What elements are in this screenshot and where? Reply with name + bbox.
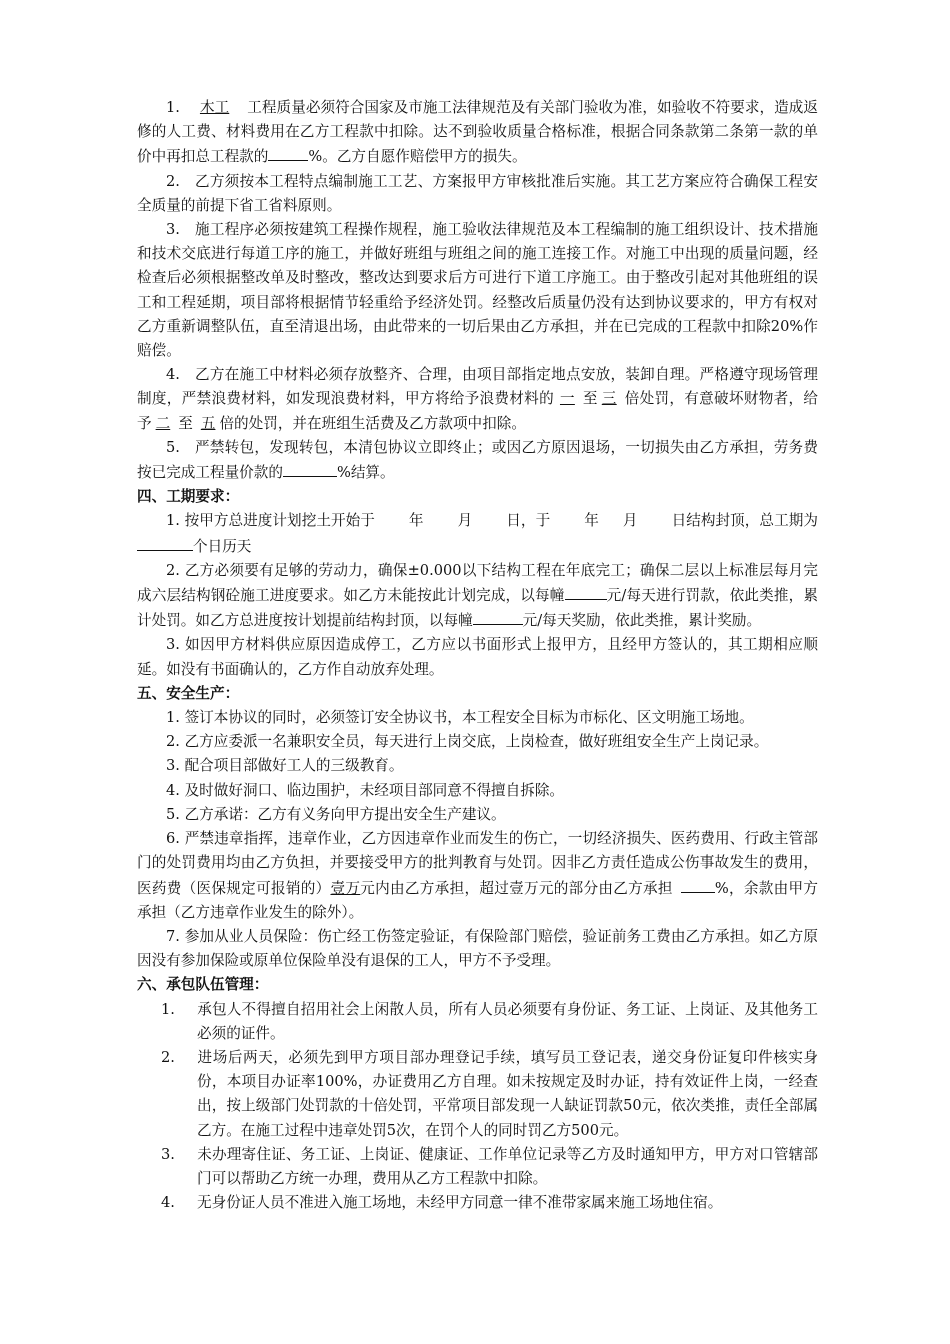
clause-5-6: 6. 严禁违章指挥，违章作业，乙方因违章作业而发生的伤亡，一切经济损失、医药费用、行政主管部门的处罚费用均由乙方负担，并要接受甲方的批判教育与处罚。因非乙方责任造成公伤事故发生的费用，医药费（医保规定可报销的）壹万元内由乙方承担，超过壹万元的部分由乙方承担 %，余款由甲方承担（乙方违章作业发生的除外）。 <box>137 830 818 921</box>
deduction-percent-blank <box>268 144 308 161</box>
clause-4-3: 3. 如因甲方材料供应原因造成停工，乙方应以书面形式上报甲方，且经甲方签认的，其工期相应顺延。如没有书面确认的，乙方作自动放弃处理。 <box>137 636 818 678</box>
clause-5-2: 2. 乙方应委派一名兼职安全员，每天进行上岗交底，上岗检查，做好班组安全生产上岗记录。 <box>166 733 769 751</box>
clause-6-3: 3. 未办理寄住证、务工证、上岗证、健康证、工作单位记录等乙方及时通知甲方，甲方对口管辖部门可以帮助乙方统一办理，费用从乙方工程款中扣除。 <box>161 1145 818 1187</box>
clause-5-7: 7. 参加从业人员保险：伤亡经工伤签定验证，有保险部门赔偿，验证前务工费由乙方承担。如乙方原因没有参加保险或原单位保险单没有退保的工人，甲方不予受理。 <box>137 927 818 970</box>
clause-4-2: 2. 乙方必须要有足够的劳动力，确保±0.000以下结构工程在年底完工；确保二层以上标准层每月完成六层结构钢砼施工进度要求。如乙方未能按此计划完成，以每幢 元/每天进行罚款，依此类推，累计处罚。如乙方总进度按计划提前结构封顶，以每幢 元/每天奖励，依此类推，累计奖励。 <box>137 561 818 630</box>
party-b-share-blank <box>681 876 715 893</box>
clause-5-1: 1. 签订本协议的同时，必须签订安全协议书，本工程安全目标为市标化、区文明施工场地。 <box>166 709 754 727</box>
section-heading-safety: 五、安全生产： <box>137 684 240 702</box>
section-heading-schedule: 四、工期要求： <box>137 488 240 506</box>
clause-3-2: 2. 乙方须按本工程特点编制施工工艺、方案报甲方审核批准后实施。其工艺方案应符合确保工程安全质量的前提下省工省料原则。 <box>137 172 818 214</box>
clause-6-1: 1. 承包人不得擅自招用社会上闲散人员，所有人员必须要有身份证、务工证、上岗证、及其他务工必须的证件。 <box>161 1000 818 1042</box>
clause-4-1: 1. 按甲方总进度计划挖土开始于 年 月 日，于 年 月 日结构封顶，总工期为个日历天 <box>137 509 818 558</box>
clause-3-3: 3. 施工程序必须按建筑工程操作规程，施工验收法律规范及本工程编制的施工组织设计、技术措施和技术交底进行每道工序的施工，并做好班组与班组之间的施工连接工作。对施工中出现的质量问题，经检查后必须根据整改单及时整改，整改达到要求后方可进行下道工序施工。由于整改引起对其他班组的误工和工程延期，项目部将根据情节轻重给予经济处罚。经整改后质量仍没有达到协议要求的，甲方有权对乙方重新调整队伍，直至清退出场，由此带来的一切后果由乙方承担，并在已完成的工程款中扣除20%作赔偿。 <box>137 221 818 360</box>
clause-5-3: 3. 配合项目部做好工人的三级教育。 <box>166 757 404 775</box>
duration-days-blank <box>137 534 193 551</box>
clause-3-5: 5. 严禁转包，发现转包，本清包协议立即终止；或因乙方原因退场，一切损失由乙方承担，劳务费按已完成工程量价款的 %结算。 <box>137 438 818 482</box>
penalty-amount-blank <box>565 583 607 600</box>
clause-3-1: 1. 木工 工程质量必须符合国家及市施工法律规范及有关部门验收为准，如验收不符要求，造成返修的人工费、材料费用在乙方工程款中扣除。达不到验收质量合格标准，根据合同条款第二条第一款的单价中再扣总工程款的 %。乙方自愿作赔偿甲方的损失。 <box>137 99 818 166</box>
clause-3-4: 4. 乙方在施工中材料必须存放整齐、合理，由项目部指定地点安放，装卸自理。严格遵守现场管理制度，严禁浪费材料，如发现浪费材料，甲方将给予浪费材料的 一 至 三 倍处罚，有意破坏财物者，给予 二 至 五 倍的处罚，并在班组生活费及乙方款项中扣除。 <box>137 366 818 432</box>
clause-5-5: 5. 乙方承诺：乙方有义务向甲方提出安全生产建议。 <box>166 805 506 823</box>
settlement-percent-blank <box>283 460 337 477</box>
worker-type: 木工 <box>199 99 230 116</box>
clause-6-2: 2. 进场后两天，必须先到甲方项目部办理登记手续，填写员工登记表，递交身份证复印件核实身份，本项目办证率100%，办证费用乙方自理。如未按规定及时办证，持有效证件上岗，一经查出，按上级部门处罚款的十倍处罚，平常项目部发现一人缺证罚款50元，依次类推，责任全部属乙方。在施工过程中违章处罚5次，在罚个人的同时罚乙方500元。 <box>161 1048 818 1139</box>
section-heading-team-management: 六、承包队伍管理： <box>137 976 269 994</box>
reward-amount-blank <box>473 608 523 625</box>
clause-6-4: 4. 无身份证人员不准进入施工场地，未经甲方同意一律不准带家属来施工场地住宿。 <box>161 1194 723 1212</box>
clause-5-4: 4. 及时做好洞口、临边围护，未经项目部同意不得擅自拆除。 <box>166 781 565 799</box>
